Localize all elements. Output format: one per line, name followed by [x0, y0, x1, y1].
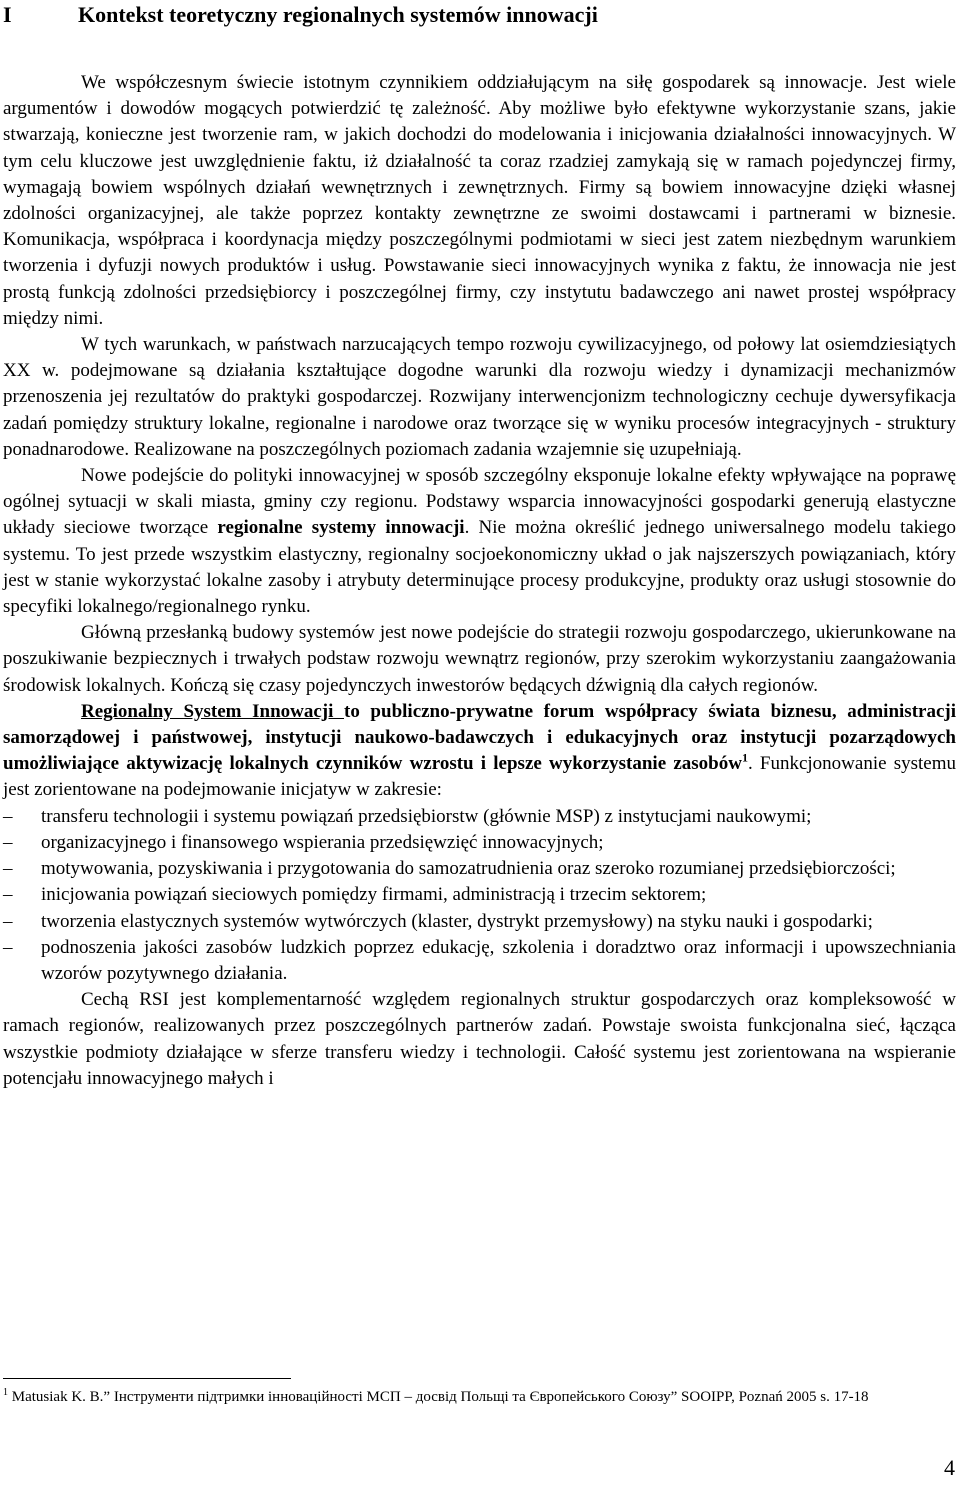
dash-bullet: –: [3, 858, 13, 880]
rsi-definition: to publiczno-prywatne forum współpracy świata biznesu, administracji samorządowej i państwowej, instytucji naukowo-badawczych i edukacyjnych oraz instytucji pozarządowych umożliwiające aktywizację lokalnych czynników wzrostu i lepsze wykorzystanie zasobów: [3, 700, 956, 775]
paragraph-5: [3, 699, 956, 804]
list-item-text: transferu technologii i systemu powiązań przedsiębiorstw (głównie MSP) z instytucjami naukowymi;: [41, 805, 812, 827]
footnote-separator: [3, 1378, 291, 1379]
list-item-text: inicjowania powiązań sieciowych pomiędzy firmami, administracją i trzecim sektorem;: [41, 884, 707, 906]
list-item: [3, 856, 956, 882]
footnote-number: 1: [3, 1387, 8, 1398]
rsi-term: Regionalny System Innowacji: [81, 700, 344, 722]
footnote-text: Matusiak K. B.” Інструменти підтримки інноваційності МСП – досвід Польщі та Європейського Союзу” SOOIPP, Poznań 2005 s. 17-18: [8, 1389, 869, 1405]
footnote: [3, 1387, 956, 1408]
dash-bullet: –: [3, 884, 13, 906]
list-item: [3, 935, 956, 987]
footnote-ref: 1: [741, 750, 748, 765]
section-heading: [3, 2, 943, 28]
paragraph-3-bold: regionalne systemy innowacji: [217, 517, 465, 539]
list-item: [3, 804, 956, 830]
paragraph-2: W tych warunkach, w państwach narzucających tempo rozwoju cywilizacyjnego, od połowy lat osiemdziesiątych XX w. podejmowane są działania kształtujące dogodne warunki dla rozwoju wiedzy i dynamizacji mechanizmów przenoszenia jej rezultatów do praktyki gospodarczej. Rozwijany interwencjonizm technologiczny cechuje dywersyfikacja zadań pomiędzy struktury lokalne, regionalne i narodowe oraz tworzące się w wyniku procesów integracyjnych - struktury ponadnarodowe. Realizowane na poszczególnych poziomach zadania wzajemnie się uzupełniają.: [3, 334, 956, 460]
paragraph-3-text-a: Nowe podejście do polityki innowacyjnej w sposób szczególny eksponuje lokalne efekty wpływające na poprawę ogólnej sytuacji w skali miasta, gminy czy regionu. Podstawy wsparcia innowacyjności gospodarki generują elastyczne układy sieciowe tworzące: [3, 465, 956, 539]
list-item: [3, 830, 956, 856]
list-item: [3, 909, 956, 935]
list-item: [3, 882, 956, 908]
initiatives-list: [3, 804, 956, 987]
dash-bullet: –: [3, 831, 13, 853]
body-text: [3, 70, 956, 1092]
list-item-text: organizacyjnego i finansowego wspierania przedsięwzięć innowacyjnych;: [41, 831, 604, 853]
paragraph-4: Główną przesłanką budowy systemów jest nowe podejście do strategii rozwoju gospodarczego, ukierunkowane na poszukiwanie bezpiecznych i trwałych podstaw rozwoju wewnątrz regionów, przy szerokim wykorzystaniu zaangażowania środowisk lokalnych. Kończą się czasy pojedynczych inwestorów będących dźwignią dla całych regionów.: [3, 622, 956, 696]
page-number: 4: [944, 1455, 955, 1480]
paragraph-6: Cechą RSI jest komplementarność względem regionalnych struktur gospodarczych oraz kompleksowość w ramach regionów, realizowanych przez poszczególnych partnerów zadań. Powstaje swoista funkcjonalna sieć, łącząca wszystkie podmioty działające w sferze transferu wiedzy i technologii. Całość systemu jest zorientowana na wspieranie potencjału innowacyjnego małych i: [3, 989, 956, 1089]
section-number: I: [3, 2, 12, 27]
dash-bullet: –: [3, 910, 13, 932]
paragraph-3: [3, 463, 956, 620]
list-item-text: tworzenia elastycznych systemów wytwórczych (klaster, dystrykt przemysłowy) na styku nauki i gospodarki;: [41, 910, 873, 932]
dash-bullet: –: [3, 805, 13, 827]
paragraph-1: We współczesnym świecie istotnym czynnikiem oddziałującym na siłę gospodarek są innowacje. Jest wiele argumentów i dowodów mogących potwierdzić tę zależność. Aby możliwe było efektywne wykorzystanie szans, jakie stwarzają, konieczne jest tworzenie ram, w jakich dochodzi do modelowania i inicjowania działalności innowacyjnych. W tym celu kluczowe jest uwzględnienie faktu, iż działalność ta coraz rzadziej zamykają się w ramach pojedynczej firmy, wymagają bowiem wspólnych działań wewnętrznych i zewnętrznych. Firmy są bowiem innowacyjne dzięki własnej zdolności organizacyjnej, ale także poprzez kontakty zewnętrzne ze swoimi dostawcami i partnerami w biznesie. Komunikacja, współpraca i koordynacja między poszczególnymi podmiotami w sieci jest zatem niezbędnym warunkiem tworzenia i dyfuzji nowych produktów i usług. Powstawanie sieci innowacyjnych wynika z faktu, że innowacja nie jest prostą funkcją zdolności przedsiębiorcy i poszczególnej firmy, czy instytutu badawczego ani nawet prostej współpracy między nimi.: [3, 72, 956, 329]
paragraph-5-rest: . Funkcjonowanie systemu jest zorientowane na podejmowanie inicjatyw w zakresie:: [3, 753, 956, 801]
section-title: Kontekst teoretyczny regionalnych systemów innowacji: [78, 2, 598, 27]
dash-bullet: –: [3, 936, 13, 958]
list-item-text: podnoszenia jakości zasobów ludzkich poprzez edukację, szkolenia i doradztwo oraz informacji i upowszechniania wzorów pozytywnego działania.: [41, 936, 956, 984]
list-item-text: motywowania, pozyskiwania i przygotowania do samozatrudnienia oraz szeroko rozumianej przedsiębiorczości;: [41, 858, 896, 880]
paragraph-3-text-b: . Nie można określić jednego uniwersalnego modelu takiego systemu. To jest przede wszystkim elastyczny, regionalny socjoekonomiczny układ o jak najszerszych powiązaniach, który jest w stanie wykorzystać lokalne zasoby i atrybuty determinujące procesy produkcyjne, produkty oraz usługi stosownie do specyfiki lokalnego/regionalnego rynku.: [3, 517, 956, 618]
